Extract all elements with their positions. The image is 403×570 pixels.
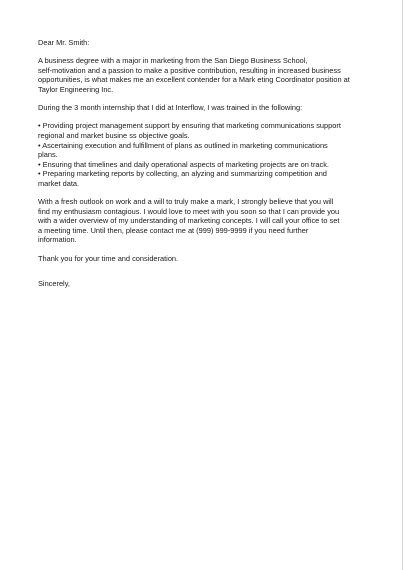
bullet-line: regional and market busine ss objective goals. [38, 130, 190, 140]
text-line: Taylor Engineering Inc. [38, 84, 114, 94]
thanks-line: Thank you for your time and consideration. [38, 253, 179, 263]
bullet-line: • Providing project management support by ensuring that marketing communications support [38, 121, 341, 131]
bullet-list [38, 121, 368, 188]
text-line: with a wider overview of my understanding of marketing concepts. I will call your office to set [38, 216, 340, 226]
bullet-line: plans. [38, 150, 58, 160]
bullet-line: • Ensuring that timelines and daily operational aspects of marketing projects are on track. [38, 159, 329, 169]
text-line: find my enthusiasm contagious. I would love to meet with you soon so that I can provide you [38, 206, 340, 216]
cover-letter [38, 38, 368, 297]
salutation: Dear Mr. Smith: [38, 38, 90, 47]
text-line: With a fresh outlook on work and a will to truly make a mark, I strongly believe that you will [38, 197, 334, 207]
text-line: self-motivation and a passion to make a positive contribution, resulting in increased business [38, 65, 341, 75]
text-line: information. [38, 235, 77, 245]
closing-paragraph [38, 197, 368, 245]
signoff: Sincerely, [38, 279, 70, 289]
text-line: opportunities, is what makes me an excellent contender for a Mark eting Coordinator position at [38, 75, 350, 85]
bullet-line: market data. [38, 178, 80, 188]
text-line: a meeting time. Until then, please contact me at (999) 999-9999 if you need further [38, 225, 309, 235]
text-line: A business degree with a major in marketing from the San Diego Business School, [38, 56, 308, 66]
bullet-line: • Ascertaining execution and fulfillment of plans as outlined in marketing communications [38, 140, 328, 150]
internship-lead: During the 3 month internship that I did at Interflow, I was trained in the following: [38, 103, 303, 113]
bullet-line: • Preparing marketing reports by collecting, an alyzing and summarizing competition and [38, 169, 327, 179]
intro-paragraph [38, 56, 368, 94]
